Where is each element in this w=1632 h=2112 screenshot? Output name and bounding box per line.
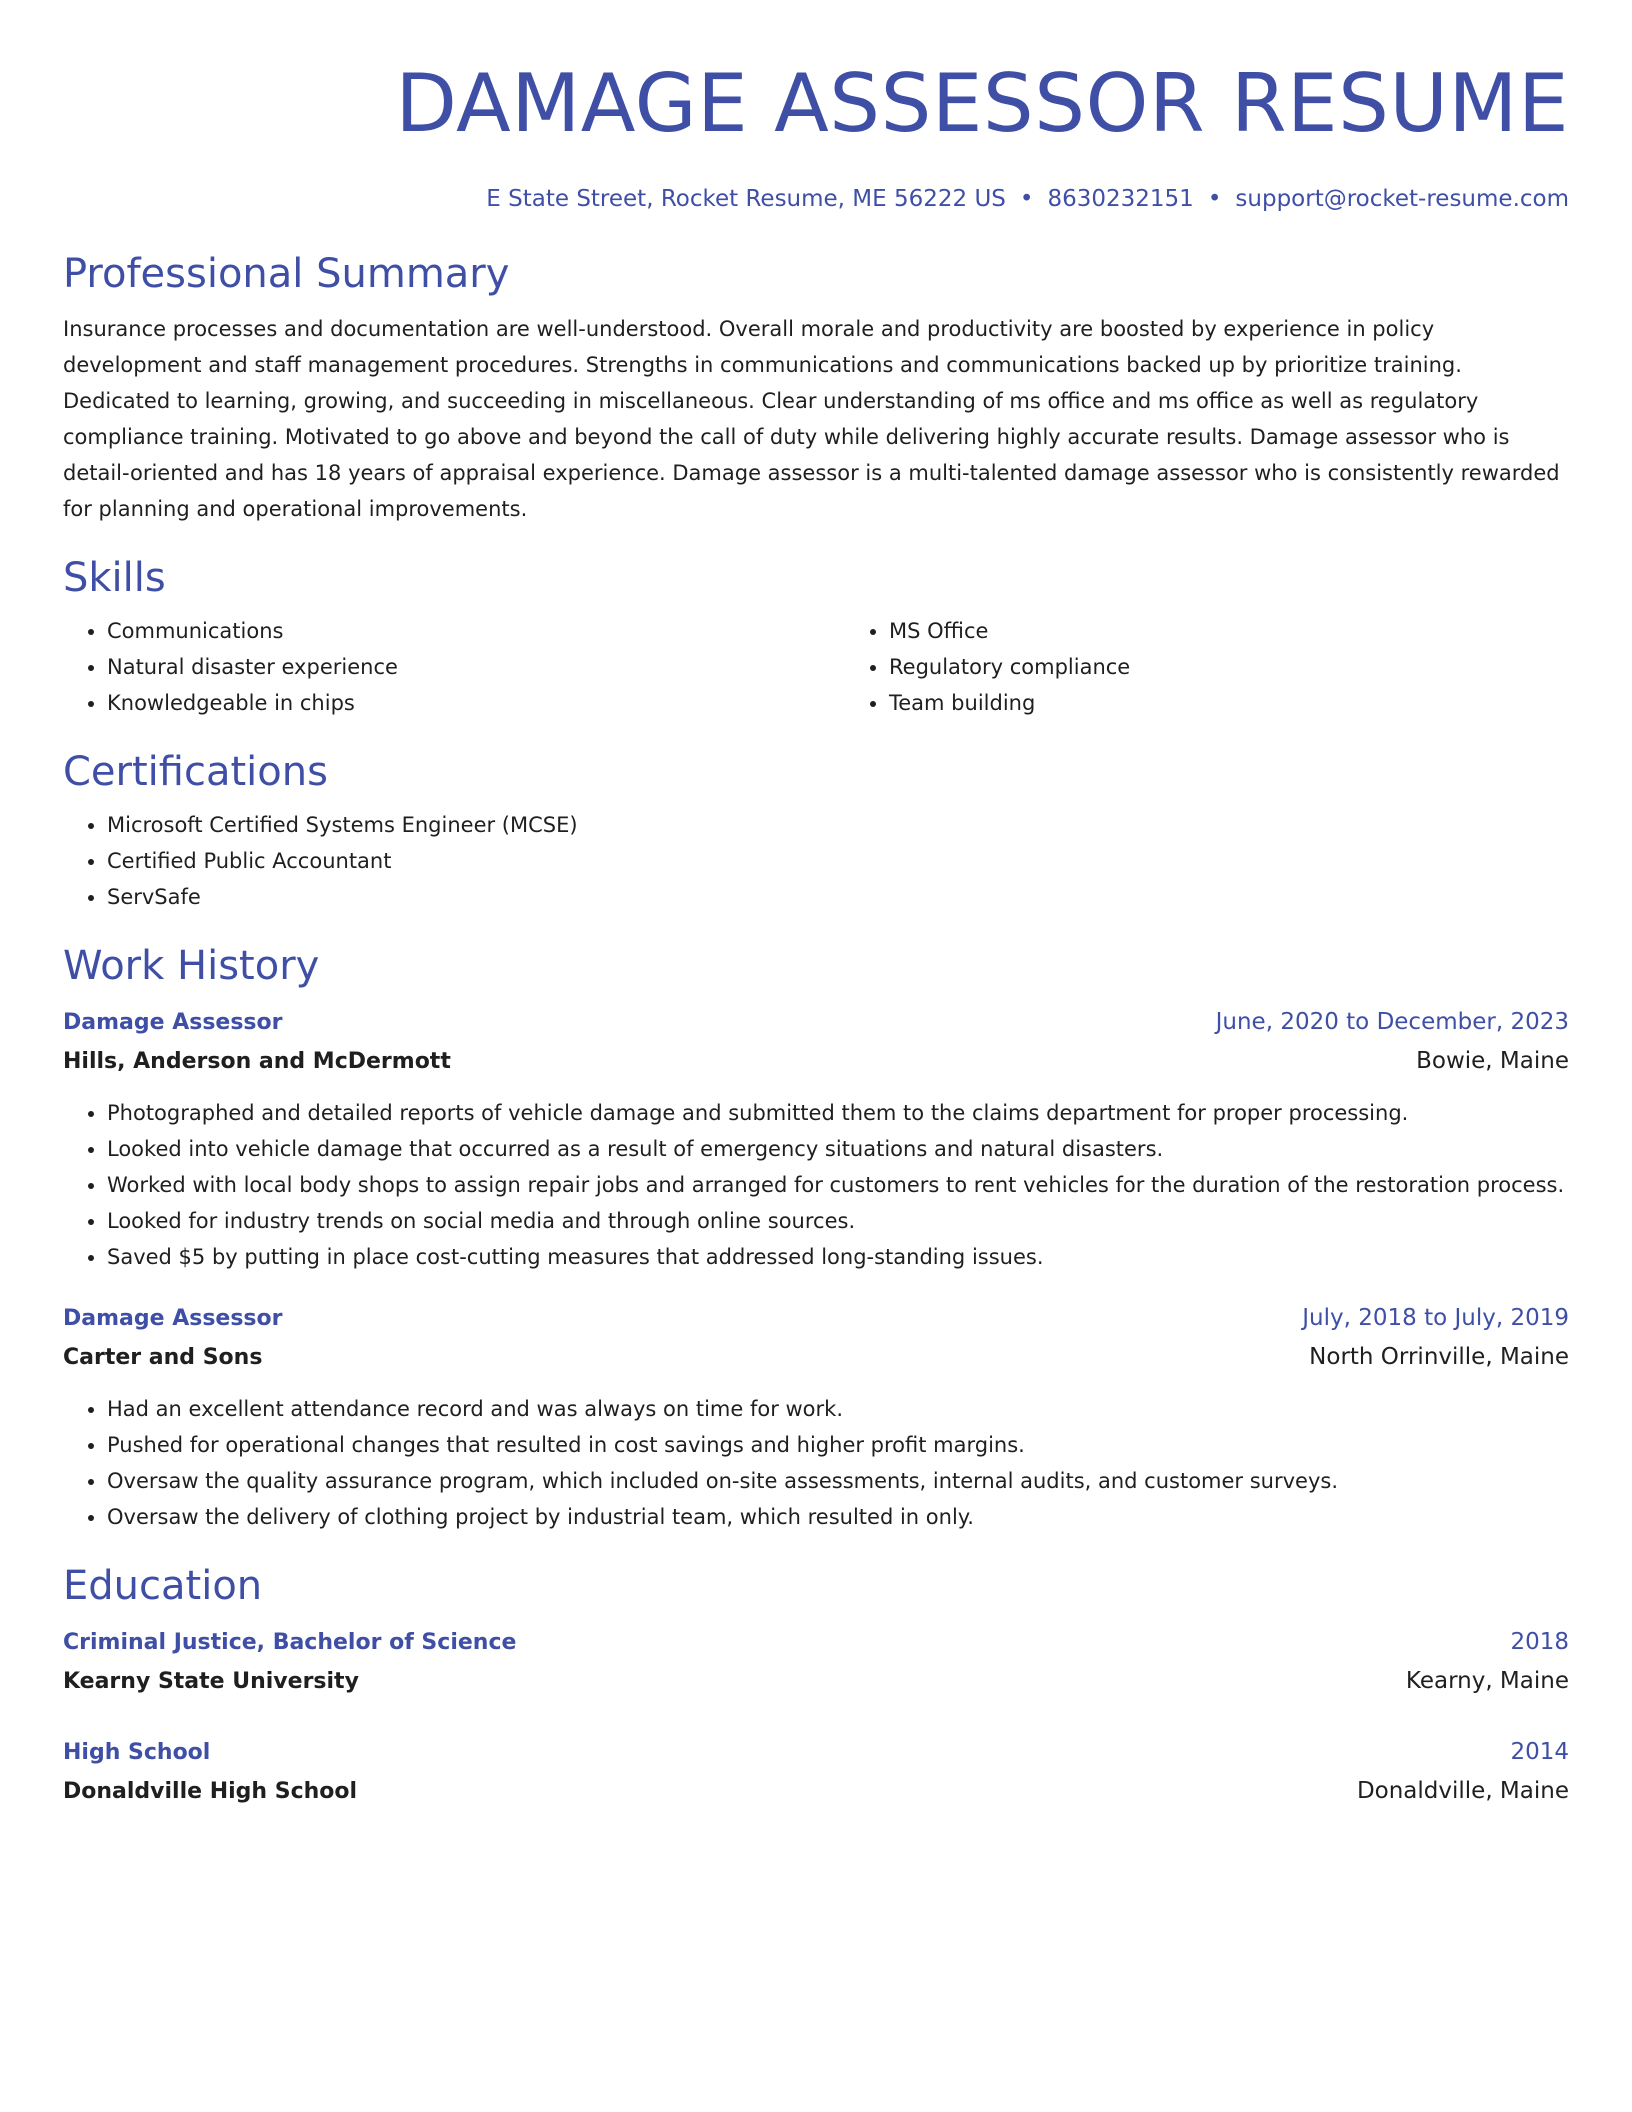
summary-text: Insurance processes and documentation are well-understood. Overall morale and productivity are boosted by experience in policy development and staff management procedures. Strengths in communications and communications backed up by prioritize training. Dedicated to learning, growing, and succeeding in miscellaneous. Clear understanding of ms office and ms office as well as regulatory compliance training. Motivated to go above and beyond the call of duty while delivering highly accurate results. Damage assessor who is detail-oriented and has 18 years of appraisal experience. Damage assessor is a multi-talented damage assessor who is consistently rewarded for planning and operational improvements. — [63, 317, 1560, 521]
skill-item: • Knowledgeable in chips — [107, 685, 845, 721]
certification-item: • Certified Public Accountant — [107, 843, 1569, 879]
job-bullet: • Oversaw the quality assurance program, which included on-site assessments, internal audits, and customer surveys. — [107, 1463, 1569, 1499]
section-title-work-history: Work History — [63, 943, 320, 989]
job-bullet: • Photographed and detailed reports of vehicle damage and submitted them to the claims department for proper processing. — [107, 1095, 1569, 1131]
skills-column-2 — [845, 613, 1569, 721]
education-header-row — [63, 1623, 1569, 1662]
job-bullet: • Saved $5 by putting in place cost-cutting measures that addressed long-standing issues. — [107, 1239, 1569, 1275]
education-degree: High School — [63, 1740, 211, 1765]
job-location: North Orrinville, Maine — [1309, 1344, 1569, 1370]
skill-item: • Team building — [889, 685, 1569, 721]
job-entry — [63, 1003, 1569, 1275]
job-company: Carter and Sons — [63, 1345, 263, 1370]
education-degree: Criminal Justice, Bachelor of Science — [63, 1630, 517, 1655]
skill-item: • MS Office — [889, 613, 1569, 649]
education-entry — [63, 1623, 1569, 1701]
job-header-row — [63, 1299, 1569, 1338]
job-entry — [63, 1299, 1569, 1535]
job-role: Damage Assessor — [63, 1306, 283, 1331]
job-bullet: • Oversaw the delivery of clothing project by industrial team, which resulted in only. — [107, 1499, 1569, 1535]
job-dates: June, 2020 to December, 2023 — [1215, 1009, 1569, 1035]
certifications-list — [63, 807, 1569, 915]
contact-separator: • — [1019, 186, 1034, 212]
contact-email: support@rocket-resume.com — [1235, 186, 1569, 212]
education-location: Donaldville, Maine — [1356, 1778, 1569, 1804]
education-section — [63, 1561, 1569, 1811]
job-company-row — [63, 1042, 1569, 1081]
job-bullet: • Pushed for operational changes that resulted in cost savings and higher profit margins. — [107, 1427, 1569, 1463]
job-header-row — [63, 1003, 1569, 1042]
education-year: 2018 — [1510, 1629, 1569, 1655]
skill-item: • Natural disaster experience — [107, 649, 845, 685]
education-school-row — [63, 1772, 1569, 1811]
section-title-summary: Professional Summary — [63, 251, 510, 297]
resume-title: DAMAGE ASSESSOR RESUME — [395, 57, 1569, 150]
job-bullet: • Looked for industry trends on social media and through online sources. — [107, 1203, 1569, 1239]
education-school-row — [63, 1662, 1569, 1701]
education-year: 2014 — [1510, 1739, 1569, 1765]
certification-item: • ServSafe — [107, 879, 1569, 915]
contact-line — [63, 184, 1569, 214]
section-title-skills: Skills — [63, 555, 166, 601]
certifications-section — [63, 747, 1569, 915]
skills-section — [63, 553, 1569, 721]
job-bullets — [63, 1391, 1569, 1535]
skills-column-1 — [63, 613, 845, 721]
section-title-certifications: Certifications — [63, 749, 328, 795]
education-school: Kearny State University — [63, 1669, 359, 1694]
education-entry — [63, 1733, 1569, 1811]
certification-item: • Microsoft Certified Systems Engineer (MCSE) — [107, 807, 1569, 843]
job-company: Hills, Anderson and McDermott — [63, 1049, 451, 1074]
work-history-section — [63, 941, 1569, 1535]
contact-separator: • — [1207, 186, 1222, 212]
contact-phone: 8630232151 — [1047, 186, 1194, 212]
job-bullet: • Worked with local body shops to assign repair jobs and arranged for customers to rent vehicles for the duration of the restoration process. — [107, 1167, 1569, 1203]
skill-item: • Regulatory compliance — [889, 649, 1569, 685]
professional-summary-section — [63, 249, 1569, 527]
job-dates: July, 2018 to July, 2019 — [1302, 1305, 1569, 1331]
job-location: Bowie, Maine — [1416, 1048, 1569, 1074]
education-school: Donaldville High School — [63, 1779, 358, 1804]
job-bullet: • Had an excellent attendance record and was always on time for work. — [107, 1391, 1569, 1427]
section-title-education: Education — [63, 1563, 263, 1609]
job-bullets — [63, 1095, 1569, 1275]
skill-item: • Communications — [107, 613, 845, 649]
resume-header — [63, 0, 1569, 214]
education-header-row — [63, 1733, 1569, 1772]
contact-address: E State Street, Rocket Resume, ME 56222 US — [486, 186, 1006, 212]
job-bullet: • Looked into vehicle damage that occurred as a result of emergency situations and natural disasters. — [107, 1131, 1569, 1167]
education-location: Kearny, Maine — [1405, 1668, 1569, 1694]
job-company-row — [63, 1338, 1569, 1377]
job-role: Damage Assessor — [63, 1010, 283, 1035]
skills-columns — [63, 613, 1569, 721]
